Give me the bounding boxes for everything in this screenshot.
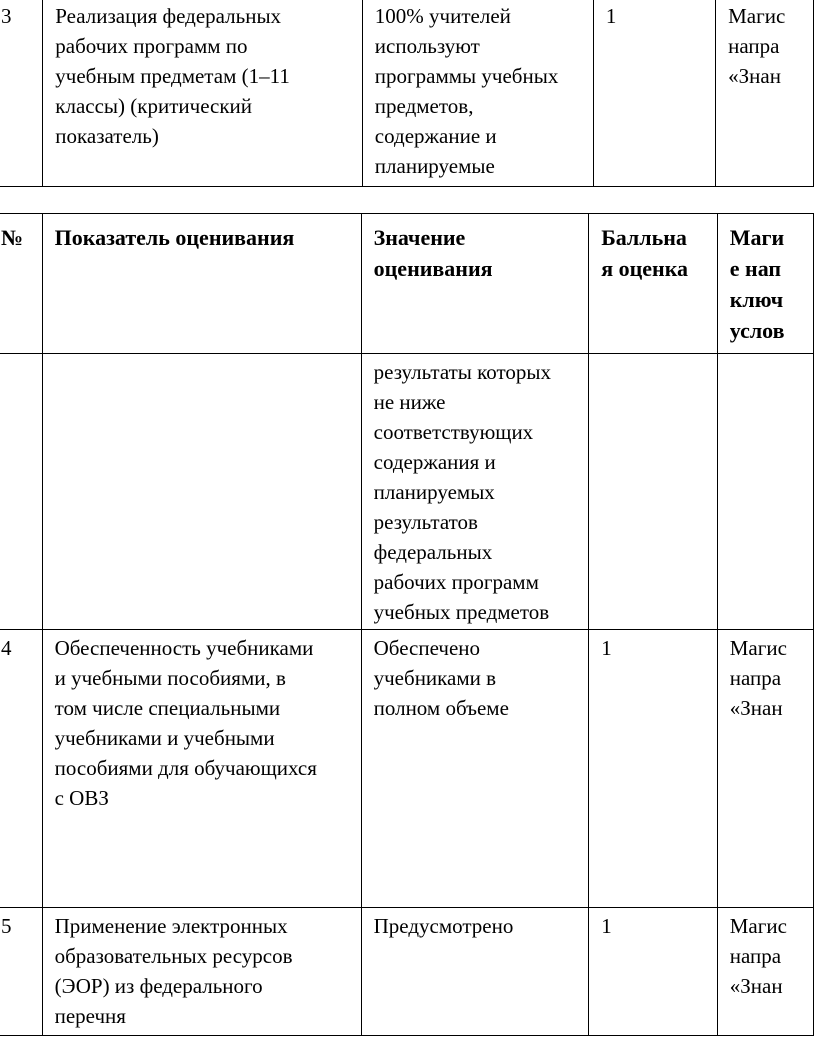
value-text-line: рабочих программ <box>373 570 539 594</box>
header-score <box>589 214 718 354</box>
table-row <box>0 630 814 908</box>
value-text-line: содержания и <box>373 450 496 474</box>
value-text-line: предметов, <box>374 94 474 118</box>
header-direction-line: е нап <box>729 256 782 281</box>
table-row <box>0 908 814 1036</box>
table-row <box>0 0 814 187</box>
header-number-label: № <box>1 225 24 250</box>
direction-text-line: Магис <box>729 914 787 938</box>
value-text-line: содержание и <box>374 124 497 148</box>
header-indicator <box>42 214 361 354</box>
indicator-text-line: с ОВЗ <box>54 786 109 810</box>
direction-text-line: Магис <box>729 636 787 660</box>
row-number: 4 <box>1 636 12 660</box>
header-indicator-label: Показатель оценивания <box>54 225 295 250</box>
direction-text-line: напра <box>728 34 780 58</box>
header-direction-line: ключ <box>729 287 784 312</box>
value-text-line: не ниже <box>373 390 446 414</box>
indicator-text-line: пособиями для обучающихся <box>54 756 317 780</box>
value-text-line: полном объеме <box>373 696 509 720</box>
value-text-line: результаты которых <box>373 360 552 384</box>
indicator-cell <box>42 630 361 908</box>
value-text-line: федеральных <box>373 540 493 564</box>
header-value-line: оценивания <box>373 256 493 281</box>
table-row <box>0 354 814 630</box>
row-number: 3 <box>1 4 12 28</box>
value-cell <box>361 630 589 908</box>
indicator-cell <box>43 0 363 187</box>
indicator-text-line: и учебными пособиями, в <box>54 666 286 690</box>
direction-text-line: Магис <box>728 4 786 28</box>
header-score-line: я оценка <box>601 256 689 281</box>
header-value-line: Значение <box>373 225 466 250</box>
value-text-line: используют <box>374 34 480 58</box>
indicator-text-line: учебным предметам (1–11 <box>55 64 290 88</box>
value-text-line: Предусмотрено <box>373 914 514 938</box>
direction-text-line: «Знан <box>728 64 781 88</box>
criteria-table-top-fragment <box>0 0 814 187</box>
header-direction-line: Маги <box>729 225 785 250</box>
score-value: 1 <box>601 914 612 938</box>
table-header-row <box>0 214 814 354</box>
indicator-text-line: классы) (критический <box>55 94 253 118</box>
direction-cell <box>717 630 813 908</box>
indicator-text-line: перечня <box>54 1004 126 1028</box>
indicator-text-line: учебниками и учебными <box>54 726 275 750</box>
row-number-cell <box>0 354 42 630</box>
direction-text-line: «Знан <box>729 974 783 998</box>
value-cell <box>362 0 593 187</box>
indicator-cell <box>42 354 361 630</box>
direction-text-line: напра <box>729 666 782 690</box>
score-cell <box>589 630 718 908</box>
value-text-line: результатов <box>373 510 478 534</box>
header-score-line: Балльна <box>601 225 687 250</box>
row-number-cell <box>0 630 42 908</box>
indicator-text-line: Обеспеченность учебниками <box>54 636 314 660</box>
value-text-line: соответствующих <box>373 420 534 444</box>
indicator-text-line: образовательных ресурсов <box>54 944 293 968</box>
score-value: 1 <box>605 4 617 28</box>
header-value <box>361 214 589 354</box>
header-direction-line: услов <box>729 318 785 343</box>
direction-text-line: напра <box>729 944 782 968</box>
header-number <box>0 214 42 354</box>
score-cell <box>593 0 715 187</box>
direction-cell <box>717 354 813 630</box>
header-direction <box>717 214 813 354</box>
value-cell <box>361 908 589 1036</box>
value-text-line: учебных предметов <box>373 600 550 624</box>
indicator-text-line: том числе специальными <box>54 696 281 720</box>
indicator-text-line: Применение электронных <box>54 914 288 938</box>
score-value: 1 <box>601 636 612 660</box>
direction-cell <box>717 908 813 1036</box>
indicator-text-line: показатель) <box>55 124 159 148</box>
value-text-line: 100% учителей <box>374 4 511 28</box>
row-number-cell <box>0 0 43 187</box>
value-text-line: учебниками в <box>373 666 497 690</box>
value-text-line: планируемых <box>373 480 495 504</box>
value-text-line: планируемые <box>374 154 495 178</box>
indicator-text-line: (ЭОР) из федерального <box>54 974 263 998</box>
row-number: 5 <box>1 914 12 938</box>
score-cell <box>589 354 718 630</box>
indicator-text-line: рабочих программ по <box>55 34 248 58</box>
criteria-table <box>0 213 814 1036</box>
value-text-line: Обеспечено <box>373 636 481 660</box>
direction-cell <box>716 0 814 187</box>
value-text-line: программы учебных <box>374 64 559 88</box>
indicator-cell <box>42 908 361 1036</box>
row-number-cell <box>0 908 42 1036</box>
value-cell <box>361 354 589 630</box>
score-cell <box>589 908 718 1036</box>
direction-text-line: «Знан <box>729 696 783 720</box>
indicator-text-line: Реализация федеральных <box>55 4 282 28</box>
